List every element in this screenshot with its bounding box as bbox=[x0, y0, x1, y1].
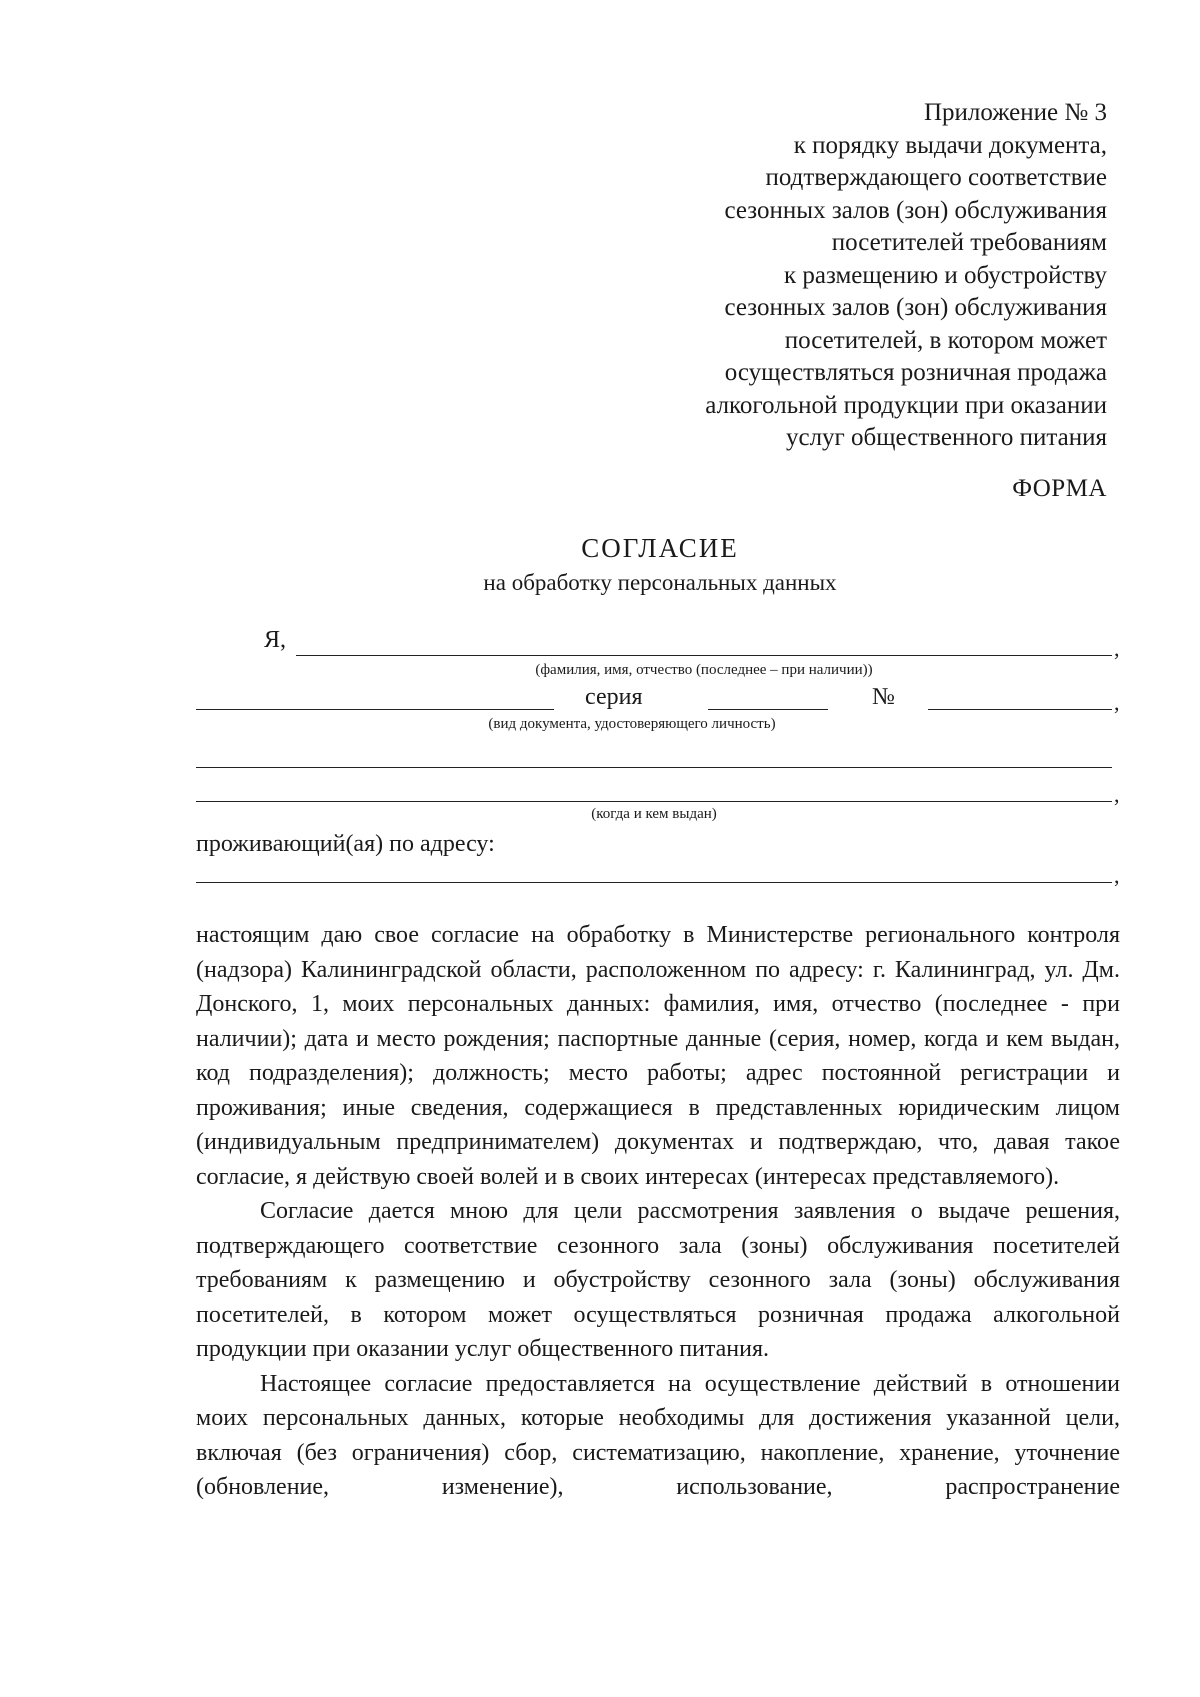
comma: , bbox=[1114, 690, 1120, 715]
comma: , bbox=[1114, 863, 1120, 888]
paragraph-actions: Настоящее согласие предоставляется на осуществление действий в отношении моих персональных данных, которые необходимы для достижения указанной цели, включая (без ограничения) сбор, систематизацию, накопление, хранение, уточнение (обновление, изменение), использование, распространение bbox=[196, 1370, 1120, 1500]
fio-caption: (фамилия, имя, отчество (последнее – при наличии)) bbox=[535, 662, 873, 678]
paragraph-consent: настоящим даю свое согласие на обработку в Министерстве регионального контроля (надзора) Калининградской области, расположенном по адресу: г. Калининград, ул. Дм. Донского, 1, моих персональных данных: фамилия, имя, отчество (последнее - при наличии); дата и место рождения; паспортные данные (серия, номер, когда и кем выдан, код подразделения); должность; место работы; адрес постоянной регистрации и проживания; иные сведения, содержащиеся в представленных юридическим лицом (индивидуальным предпринимателем) документах и подтверждаю, что, давая такое согласие, я действую своей волей и в своих интересах (интересах представляемого). bbox=[196, 922, 1120, 1190]
form-label: ФОРМА bbox=[1012, 475, 1107, 502]
appendix-line: алкогольной продукции при оказании bbox=[705, 391, 1107, 419]
document-subtitle: на обработку персональных данных bbox=[483, 570, 837, 595]
appendix-line: подтверждающего соответствие bbox=[765, 164, 1107, 191]
appendix-line: сезонных залов (зон) обслуживания bbox=[724, 196, 1107, 224]
document-caption: (вид документа, удостоверяющего личность) bbox=[488, 716, 776, 732]
comma: , bbox=[1114, 636, 1120, 661]
issued-caption: (когда и кем выдан) bbox=[591, 806, 717, 822]
address-label: проживающий(ая) по адресу: bbox=[196, 831, 495, 857]
issued-field-line-2[interactable] bbox=[196, 801, 1112, 802]
paragraph-purpose: Согласие дается мною для цели рассмотрения заявления о выдаче решения, подтверждающего соответствие сезонного зала (зоны) обслуживания посетителей требованиям к размещению и обустройству сезонного зала (зоны) обслуживания посетителей, в котором может осуществляться розничная продажа алкогольной продукции при оказании услуг общественного питания. bbox=[196, 1198, 1120, 1362]
i-label: Я, bbox=[264, 627, 287, 653]
appendix-line: услуг общественного питания bbox=[785, 424, 1107, 451]
appendix-line: посетителей, в котором может bbox=[784, 326, 1107, 354]
appendix-line: к размещению и обустройству bbox=[783, 261, 1107, 289]
document-type-field[interactable] bbox=[196, 709, 554, 710]
series-label: серия bbox=[585, 684, 643, 710]
appendix-line: посетителей требованиям bbox=[831, 229, 1107, 256]
appendix-line: сезонных залов (зон) обслуживания bbox=[724, 294, 1107, 321]
appendix-header bbox=[507, 97, 1107, 455]
number-label: № bbox=[872, 684, 895, 710]
appendix-line: осуществляться розничная продажа bbox=[724, 359, 1107, 386]
fio-field[interactable] bbox=[296, 655, 1112, 656]
issued-field-line-1[interactable] bbox=[196, 767, 1112, 768]
appendix-line: к порядку выдачи документа, bbox=[793, 131, 1107, 159]
appendix-line: Приложение № 3 bbox=[923, 99, 1107, 126]
address-field[interactable] bbox=[196, 882, 1112, 883]
consent-body bbox=[196, 918, 1120, 1505]
number-field[interactable] bbox=[928, 709, 1112, 710]
comma: , bbox=[1114, 782, 1120, 807]
document-title: СОГЛАСИЕ bbox=[581, 533, 739, 563]
series-field[interactable] bbox=[708, 709, 828, 710]
